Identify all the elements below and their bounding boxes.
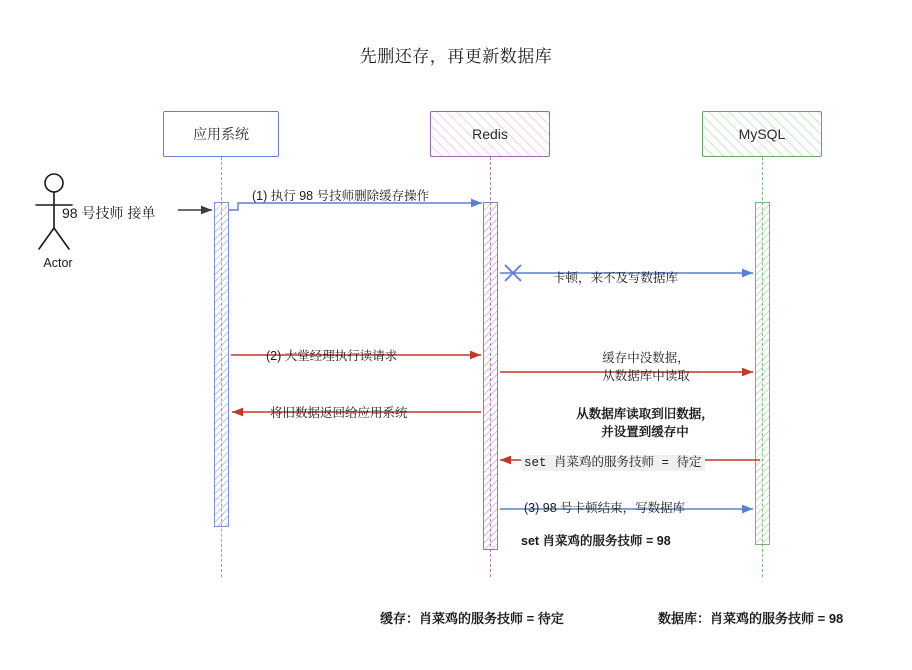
participant-mysql-label: MySQL bbox=[738, 126, 786, 142]
message-label-5: 将旧数据返回给应用系统 bbox=[270, 406, 408, 420]
participant-app bbox=[163, 111, 279, 157]
activation-bar-redis bbox=[483, 202, 498, 550]
message-note-6-line1: 从数据库读取到旧数据， bbox=[576, 407, 714, 421]
activation-bar-mysql bbox=[755, 202, 770, 545]
message-label-7-text: set 肖菜鸡的服务技师 = 待定 bbox=[521, 455, 705, 471]
message-label-8: (3) 98 号卡顿结束，写数据库 bbox=[524, 501, 686, 515]
participant-app-label: 应用系统 bbox=[193, 126, 249, 142]
participant-redis-label: Redis bbox=[472, 126, 508, 142]
message-label-4-line2: 从数据库中读取 bbox=[602, 369, 690, 383]
message-label-4 bbox=[566, 348, 726, 384]
message-label-3: (2) 大堂经理执行读请求 bbox=[266, 349, 398, 363]
footnote-cache: 缓存：肖菜鸡的服务技师 = 待定 bbox=[380, 611, 564, 626]
footnote-database: 数据库：肖菜鸡的服务技师 = 98 bbox=[658, 611, 844, 626]
activation-bar-app bbox=[214, 202, 229, 527]
participant-mysql bbox=[702, 111, 822, 157]
message-label-1: (1) 执行 98 号技师删除缓存操作 bbox=[252, 189, 430, 203]
participant-redis bbox=[430, 111, 550, 157]
message-label-7 bbox=[521, 452, 705, 471]
page-title: 先删还存，再更新数据库 bbox=[359, 47, 553, 66]
message-label-4-line1: 缓存中没数据， bbox=[602, 351, 690, 365]
message-note-6-line2: 并设置到缓存中 bbox=[601, 425, 689, 439]
actor-caption: 98 号技师 接单 bbox=[62, 205, 156, 221]
message-note-6 bbox=[530, 404, 760, 440]
message-note-9: set 肖菜鸡的服务技师 = 98 bbox=[521, 534, 671, 548]
message-label-2: 卡顿，来不及写数据库 bbox=[553, 271, 679, 285]
actor-label: Actor bbox=[43, 256, 73, 270]
